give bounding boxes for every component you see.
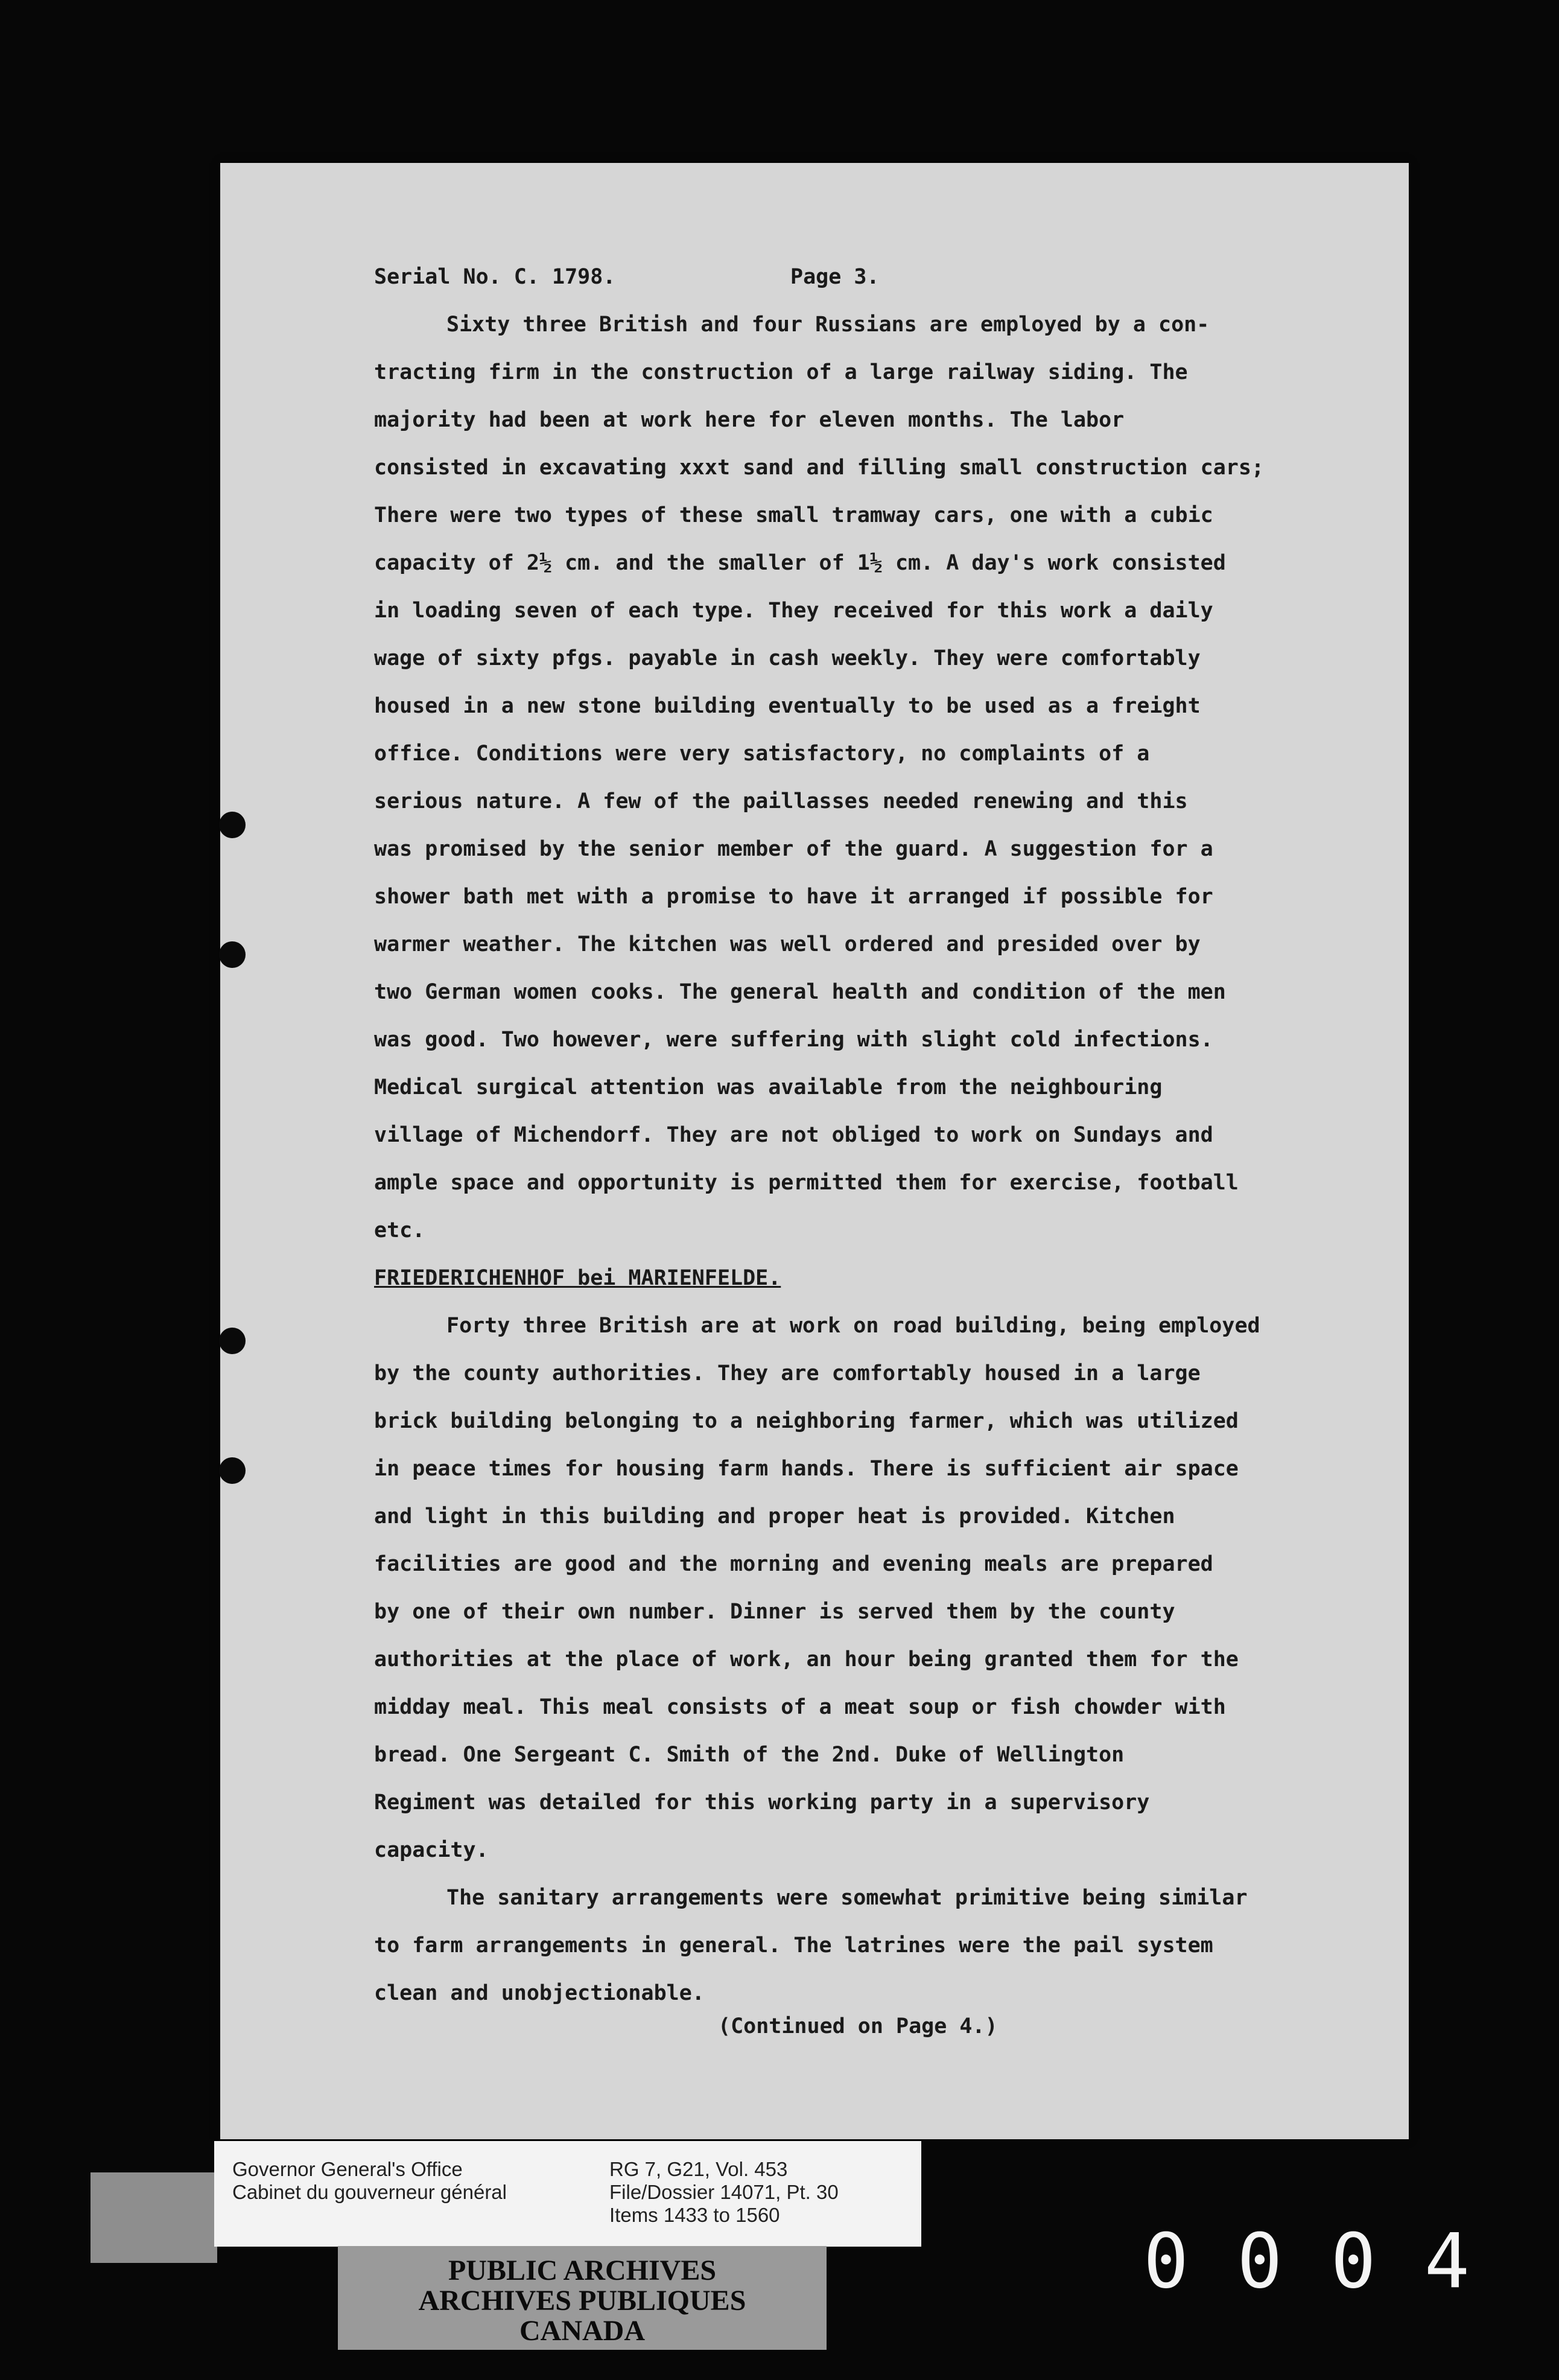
archive-office xyxy=(232,2158,507,2204)
text-line: There were two types of these small tramway cars, one with a cubic xyxy=(374,503,1213,527)
stamp-line: PUBLIC ARCHIVES xyxy=(448,2254,717,2286)
text-line: by the county authorities. They are comfortably housed in a large xyxy=(374,1361,1201,1386)
text-line: two German women cooks. The general health and condition of the men xyxy=(374,980,1226,1004)
paragraph-sanitary xyxy=(374,1874,1394,2017)
text-line: The sanitary arrangements were somewhat primitive being similar xyxy=(446,1886,1248,1910)
text-line: consisted in excavating xxxt sand and filling small construction cars; xyxy=(374,456,1265,480)
public-archives-stamp xyxy=(338,2246,827,2350)
text-line: and light in this building and proper heat is provided. Kitchen xyxy=(374,1504,1175,1529)
text-line: by one of their own number. Dinner is served them by the county xyxy=(374,1600,1175,1624)
text-line: to farm arrangements in general. The latrines were the pail system xyxy=(374,1933,1213,1958)
text-line: brick building belonging to a neighboring farmer, which was utilized xyxy=(374,1409,1239,1433)
text-line: capacity. xyxy=(374,1838,489,1862)
text-line: housed in a new stone building eventually to be used as a freight xyxy=(374,694,1201,718)
punch-hole xyxy=(219,1328,246,1354)
text-line: Sixty three British and four Russians are employed by a con- xyxy=(446,313,1210,337)
text-line: midday meal. This meal consists of a meat soup or fish chowder with xyxy=(374,1695,1226,1719)
text-line: serious nature. A few of the paillasses needed renewing and this xyxy=(374,789,1188,813)
frame-number: 0004 xyxy=(1143,2218,1519,2305)
text-line: shower bath met with a promise to have it arranged if possible for xyxy=(374,885,1213,909)
text-line: bread. One Sergeant C. Smith of the 2nd. Duke of Wellington xyxy=(374,1743,1125,1767)
microfilm-edge xyxy=(90,2172,217,2263)
text-line: village of Michendorf. They are not obliged to work on Sundays and xyxy=(374,1123,1213,1147)
text-line: Medical surgical attention was available from the neighbouring xyxy=(374,1075,1163,1099)
text-line: warmer weather. The kitchen was well ordered and presided over by xyxy=(374,932,1201,956)
archive-label xyxy=(214,2141,921,2247)
office-name-en: Governor General's Office xyxy=(232,2158,463,2180)
record-group: RG 7, G21, Vol. 453 xyxy=(609,2158,788,2180)
text-line: facilities are good and the morning and evening meals are prepared xyxy=(374,1552,1213,1576)
text-line: Regiment was detailed for this working party in a supervisory xyxy=(374,1790,1150,1815)
text-line: in loading seven of each type. They received for this work a daily xyxy=(374,599,1213,623)
page-number: Page 3. xyxy=(790,265,880,289)
text-line: authorities at the place of work, an hour being granted them for the xyxy=(374,1647,1239,1672)
typewritten-page xyxy=(220,163,1409,2139)
text-line: ample space and opportunity is permitted them for exercise, football xyxy=(374,1171,1239,1195)
items-range: Items 1433 to 1560 xyxy=(609,2204,780,2226)
text-line: was good. Two however, were suffering with slight cold infections. xyxy=(374,1028,1213,1052)
document-body xyxy=(374,253,1394,2051)
continued-text: (Continued on Page 4.) xyxy=(718,2014,998,2038)
punch-hole xyxy=(219,941,246,968)
continued-note xyxy=(374,2003,1394,2051)
paragraph-road-building xyxy=(374,1302,1394,1874)
archive-reference xyxy=(609,2158,839,2227)
text-line: capacity of 2½ cm. and the smaller of 1½ cm. A day's work consisted xyxy=(374,551,1226,575)
text-line: etc. xyxy=(374,1218,425,1242)
section-heading: FRIEDERICHENHOF bei MARIENFELDE. xyxy=(374,1266,781,1290)
text-line: office. Conditions were very satisfactory, no complaints of a xyxy=(374,742,1150,766)
page-header xyxy=(374,253,1394,301)
stamp-line: ARCHIVES PUBLIQUES xyxy=(418,2285,746,2317)
serial-number: Serial No. C. 1798. xyxy=(374,265,616,289)
paragraph-railway-siding xyxy=(374,301,1394,1255)
text-line: wage of sixty pfgs. payable in cash weekly. They were comfortably xyxy=(374,646,1201,670)
text-line: clean and unobjectionable. xyxy=(374,1981,705,2005)
file-dossier: File/Dossier 14071, Pt. 30 xyxy=(609,2181,839,2203)
text-line: was promised by the senior member of the guard. A suggestion for a xyxy=(374,837,1213,861)
punch-hole xyxy=(219,812,246,838)
text-line: in peace times for housing farm hands. There is sufficient air space xyxy=(374,1457,1239,1481)
text-line: tracting firm in the construction of a large railway siding. The xyxy=(374,360,1188,384)
text-line: majority had been at work here for eleven months. The labor xyxy=(374,408,1125,432)
text-line: Forty three British are at work on road building, being employed xyxy=(446,1314,1260,1338)
office-name-fr: Cabinet du gouverneur général xyxy=(232,2181,507,2203)
punch-hole xyxy=(219,1457,246,1484)
stamp-line: CANADA xyxy=(519,2315,645,2347)
